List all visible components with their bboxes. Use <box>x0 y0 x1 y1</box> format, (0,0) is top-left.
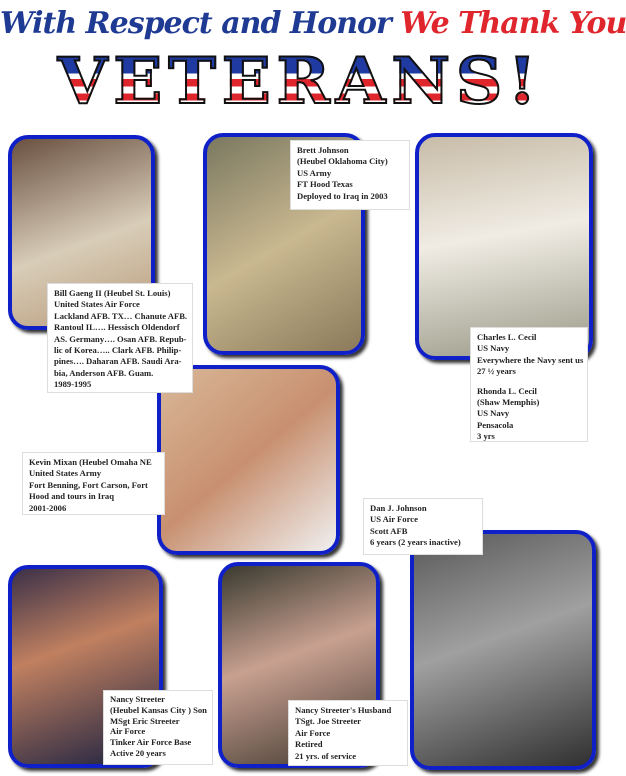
caption-brett-johnson <box>290 140 410 210</box>
caption-line: US Navy <box>477 343 510 354</box>
caption-bill-gaeng <box>47 283 193 393</box>
caption-line: AS. Germany…. Osan AFB. Repub- <box>54 333 187 344</box>
caption-line: pines…. Daharan AFB. Saudi Ara- <box>54 356 182 367</box>
caption-line: Nancy Streeter <box>110 694 165 704</box>
caption-line: US Navy <box>477 408 510 419</box>
caption-line: bia, Anderson AFB. Guam. <box>54 367 154 378</box>
caption-line: Nancy Streeter's Husband <box>295 705 392 715</box>
caption-line: Air Force <box>295 727 331 738</box>
caption-line: 21 yrs. of service <box>295 750 357 761</box>
caption-line: Hood and tours in Iraq <box>29 491 115 502</box>
photo-dan-johnson <box>410 530 596 770</box>
caption-line: TSgt. Joe Streeter <box>295 716 361 727</box>
caption-line: Active 20 years <box>110 747 166 758</box>
caption-line: Kevin Mixan (Heubel Omaha NE <box>29 457 152 467</box>
caption-line: Lackland AFB. TX… Chanute AFB. <box>54 310 188 321</box>
caption-line: Deployed to Iraq in 2003 <box>297 190 388 201</box>
caption-dan-johnson <box>363 498 483 555</box>
caption-line: 27 ½ years <box>477 366 516 377</box>
caption-line: Bill Gaeng II (Heubel St. Louis) <box>54 288 171 298</box>
caption-line: 2001-2006 <box>29 502 67 513</box>
caption-line: Tinker Air Force Base <box>110 737 192 748</box>
caption-line: Rhonda L. Cecil <box>477 385 537 396</box>
header-title: VETERANS! <box>0 46 600 118</box>
caption-line: (Heubel Oklahoma City) <box>297 156 388 167</box>
caption-line: (Shaw Memphis) <box>477 397 540 408</box>
caption-line: 6 years (2 years inactive) <box>370 537 461 548</box>
caption-line: Dan J. Johnson <box>370 503 427 513</box>
caption-line: We Thank You <box>400 6 626 41</box>
caption-line: Scott AFB <box>370 525 408 536</box>
caption-line: 1989-1995 <box>54 379 92 390</box>
caption-line: (Heubel Kansas City ) Son <box>110 704 207 715</box>
caption-line: United States Air Force <box>54 299 140 310</box>
caption-line: Brett Johnson <box>297 145 349 155</box>
caption-line: Rantoul IL…. Hessisch Oldendorf <box>54 322 180 333</box>
caption-joe-streeter <box>288 700 408 766</box>
caption-eric-streeter <box>103 690 213 765</box>
caption-line: FT Hood Texas <box>297 179 353 190</box>
caption-line: Air Force <box>110 726 146 737</box>
caption-kevin-mixan <box>22 452 165 515</box>
caption-line: Fort Benning, Fort Carson, Fort <box>29 479 148 490</box>
header-tagline <box>0 6 626 41</box>
caption-line: Retired <box>295 739 323 750</box>
caption-cecil <box>470 327 588 442</box>
caption-line: US Air Force <box>370 514 418 525</box>
caption-line: Pensacola <box>477 419 514 430</box>
caption-line: US Army <box>297 167 332 178</box>
photo-charles-rhonda-cecil <box>415 133 593 360</box>
caption-line: Charles L. Cecil <box>477 332 537 342</box>
caption-line: MSgt Eric Streeter <box>110 715 180 726</box>
caption-line: lic of Korea….. Clark AFB. Philip- <box>54 345 182 356</box>
caption-line: United States Army <box>29 468 102 479</box>
caption-line: Everywhere the Navy sent us <box>477 354 584 365</box>
photo-kevin-mixan <box>157 365 340 555</box>
caption-line: With Respect and Honor <box>0 6 391 41</box>
caption-line: 3 yrs <box>477 431 495 442</box>
